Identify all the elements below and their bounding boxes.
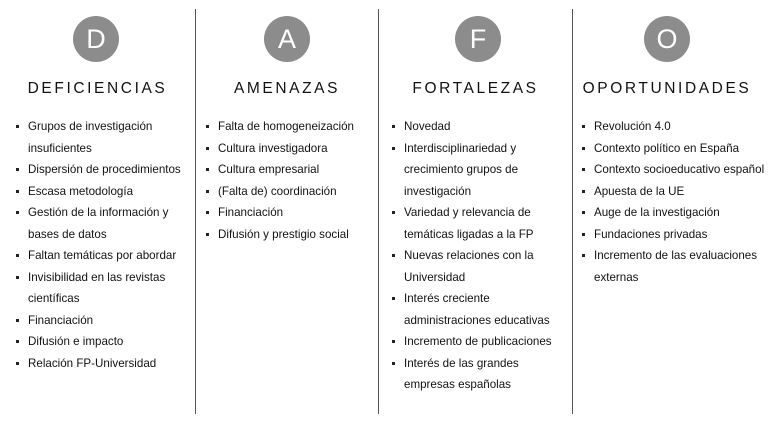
list-item: Nuevas relaciones con la Universidad — [392, 245, 570, 288]
list-item: Incremento de publicaciones — [392, 331, 570, 353]
amenazas-list — [206, 116, 376, 245]
list-item: Cultura investigadora — [206, 138, 376, 160]
list-item: Falta de homogeneización — [206, 116, 376, 138]
list-item: Incremento de las evaluaciones externas — [582, 245, 772, 288]
column-title-oportunidades: OPORTUNIDADES — [582, 80, 752, 97]
list-item: Escasa metodología — [16, 181, 194, 203]
badge-d: D — [73, 16, 119, 62]
list-item: Apuesta de la UE — [582, 181, 772, 203]
list-item: Contexto socioeducativo español — [582, 159, 772, 181]
column-amenazas — [196, 0, 378, 423]
list-item: Contexto político en España — [582, 138, 772, 160]
list-item: Interés de las grandes empresas españolas — [392, 353, 570, 396]
list-item: Fundaciones privadas — [582, 224, 772, 246]
column-title-fortalezas: FORTALEZAS — [412, 80, 539, 97]
list-item: Auge de la investigación — [582, 202, 772, 224]
list-item: Interés creciente administraciones educativas — [392, 288, 570, 331]
column-oportunidades — [573, 0, 775, 423]
column-deficiencias — [0, 0, 195, 423]
list-item: Difusión e impacto — [16, 331, 194, 353]
deficiencias-list — [16, 116, 194, 374]
fortalezas-list — [392, 116, 570, 396]
list-item: Interdisciplinariedad y crecimiento grupos de investigación — [392, 138, 570, 203]
list-item: Novedad — [392, 116, 570, 138]
badge-o: O — [644, 16, 690, 62]
badge-f: F — [455, 16, 501, 62]
list-item: Gestión de la información y bases de datos — [16, 202, 194, 245]
list-item: Financiación — [16, 310, 194, 332]
list-item: Invisibilidad en las revistas científicas — [16, 267, 194, 310]
list-item: Revolución 4.0 — [582, 116, 772, 138]
list-item: Difusión y prestigio social — [206, 224, 376, 246]
badge-a: A — [264, 16, 310, 62]
list-item: Cultura empresarial — [206, 159, 376, 181]
column-title-amenazas: AMENAZAS — [233, 80, 341, 97]
list-item: Grupos de investigación insuficientes — [16, 116, 194, 159]
column-fortalezas — [379, 0, 572, 423]
list-item: Dispersión de procedimientos — [16, 159, 194, 181]
list-item: Relación FP-Universidad — [16, 353, 194, 375]
list-item: (Falta de) coordinación — [206, 181, 376, 203]
oportunidades-list — [582, 116, 772, 288]
list-item: Financiación — [206, 202, 376, 224]
list-item: Variedad y relevancia de temáticas ligadas a la FP — [392, 202, 570, 245]
column-title-deficiencias: DEFICIENCIAS — [27, 80, 168, 97]
list-item: Faltan temáticas por abordar — [16, 245, 194, 267]
